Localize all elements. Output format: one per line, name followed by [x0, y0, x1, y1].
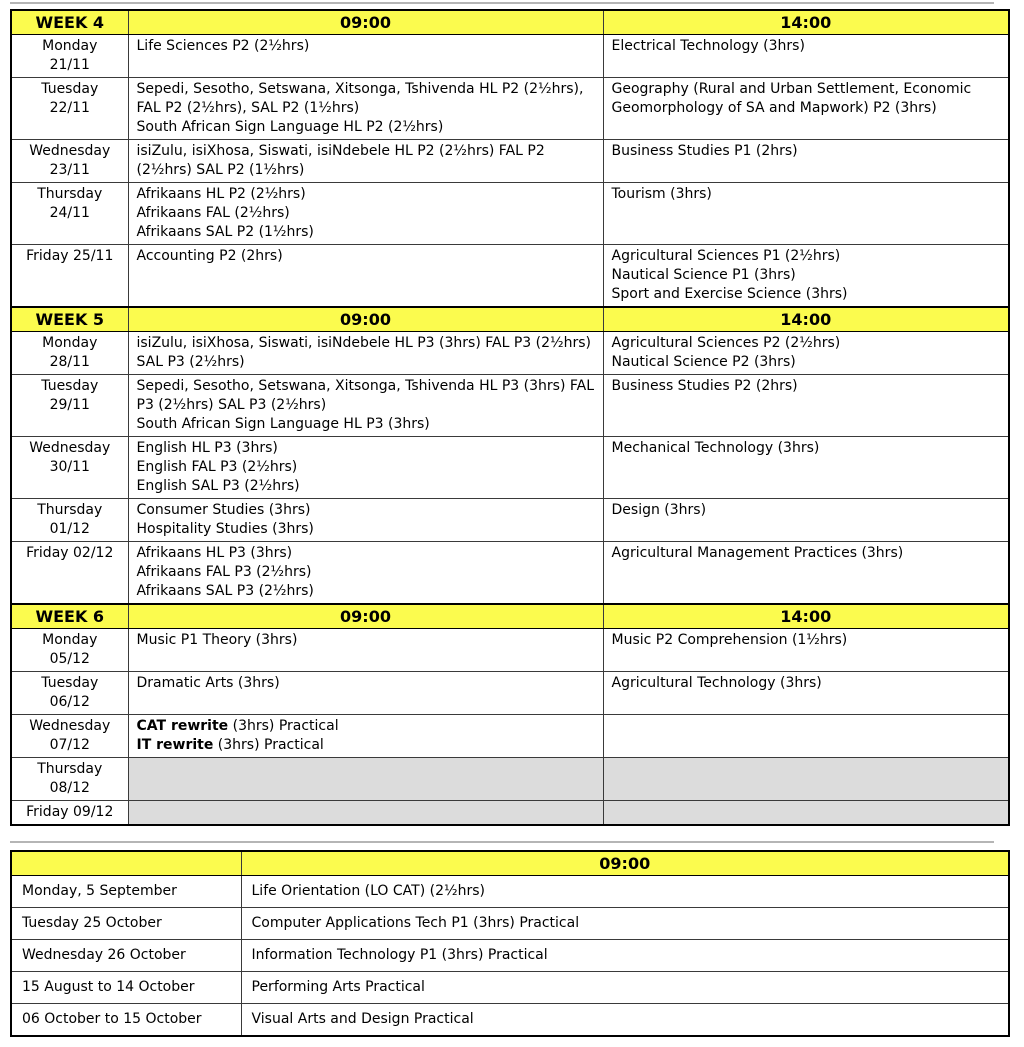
- day-label: Friday 25/11: [26, 248, 114, 264]
- week-header-row: [11, 604, 1009, 629]
- exam-day-row: [11, 78, 1009, 140]
- exam-entry: Nautical Science P2 (3hrs): [611, 354, 796, 370]
- practical-section: [11, 851, 1009, 1036]
- day-label: Thursday: [37, 186, 103, 202]
- day-label: Thursday: [37, 502, 103, 518]
- afternoon-exams-cell-blocked: [603, 758, 1009, 801]
- exam-entry: Sepedi, Sesotho, Setswana, Xitsonga, Tshivenda HL P2 (2½hrs), FAL P2 (2½hrs), SAL P2 (1½hrs): [136, 81, 584, 116]
- practical-subject-cell: Life Orientation (LO CAT) (2½hrs): [241, 876, 1009, 908]
- exam-day-row: [11, 375, 1009, 437]
- exam-entry: Hospitality Studies (3hrs): [136, 521, 314, 537]
- day-label: Monday: [42, 38, 98, 54]
- week-section: [11, 604, 1009, 825]
- day-label: 28/11: [49, 354, 90, 370]
- day-label: Friday 02/12: [26, 545, 114, 561]
- exam-entry: South African Sign Language HL P3 (3hrs): [136, 416, 430, 432]
- practical-subject-cell: Information Technology P1 (3hrs) Practical: [241, 940, 1009, 972]
- day-cell: [11, 375, 128, 437]
- practical-row: [11, 972, 1009, 1004]
- exam-day-row: [11, 332, 1009, 375]
- morning-exams-cell: [128, 35, 603, 78]
- practical-date-cell: 15 August to 14 October: [11, 972, 241, 1004]
- afternoon-exams-cell: [603, 542, 1009, 605]
- afternoon-exams-cell: [603, 140, 1009, 183]
- exam-entry: Afrikaans FAL (2½hrs): [136, 205, 290, 221]
- day-cell: [11, 437, 128, 499]
- morning-exams-cell: [128, 140, 603, 183]
- practical-timetable: [10, 850, 1010, 1037]
- day-cell: [11, 801, 128, 826]
- day-cell: [11, 332, 128, 375]
- morning-exams-cell: [128, 183, 603, 245]
- exam-entry: South African Sign Language HL P2 (2½hrs): [136, 119, 444, 135]
- afternoon-exams-cell: [603, 183, 1009, 245]
- week-label: WEEK 5: [11, 307, 128, 332]
- day-label: Friday 09/12: [26, 804, 114, 820]
- afternoon-time-header: 14:00: [603, 307, 1009, 332]
- afternoon-exams-cell: [603, 245, 1009, 308]
- day-label: 07/12: [49, 737, 90, 753]
- day-cell: [11, 140, 128, 183]
- day-cell: [11, 542, 128, 605]
- day-label: Monday: [42, 335, 98, 351]
- day-label: Monday: [42, 632, 98, 648]
- day-label: 29/11: [49, 397, 90, 413]
- afternoon-exams-cell: [603, 672, 1009, 715]
- exam-day-row: [11, 629, 1009, 672]
- exam-entry: Electrical Technology (3hrs): [611, 38, 805, 54]
- day-cell: [11, 499, 128, 542]
- exam-day-row: [11, 499, 1009, 542]
- day-cell: [11, 672, 128, 715]
- exam-entry: Agricultural Sciences P1 (2½hrs): [611, 248, 841, 264]
- exam-entry: [137, 736, 595, 755]
- exam-day-row: [11, 437, 1009, 499]
- exam-entry: Business Studies P1 (2hrs): [611, 143, 798, 159]
- day-label: 23/11: [49, 162, 90, 178]
- exam-entry: Music P1 Theory (3hrs): [136, 632, 298, 648]
- exam-entry: Dramatic Arts (3hrs): [136, 675, 280, 691]
- practical-subject-cell: Performing Arts Practical: [241, 972, 1009, 1004]
- week-header-row: [11, 10, 1009, 35]
- exam-day-row: [11, 140, 1009, 183]
- morning-exams-cell: [128, 672, 603, 715]
- day-label: 05/12: [49, 651, 90, 667]
- practical-row: [11, 876, 1009, 908]
- bold-exam-text: IT rewrite: [136, 737, 214, 753]
- exam-day-row: [11, 245, 1009, 308]
- exam-entry: Music P2 Comprehension (1½hrs): [611, 632, 848, 648]
- exam-day-row: [11, 715, 1009, 758]
- afternoon-time-header: 14:00: [603, 604, 1009, 629]
- day-label: 30/11: [49, 459, 90, 475]
- exam-entry: isiZulu, isiXhosa, Siswati, isiNdebele HL P3 (3hrs) FAL P3 (2½hrs) SAL P3 (2½hrs): [136, 335, 591, 370]
- day-label: 22/11: [49, 100, 90, 116]
- exam-entry: Business Studies P2 (2hrs): [611, 378, 798, 394]
- morning-exams-cell-blocked: [128, 758, 603, 801]
- exam-entry: Afrikaans SAL P2 (1½hrs): [136, 224, 314, 240]
- morning-time-header: 09:00: [128, 604, 603, 629]
- practical-date-cell: Monday, 5 September: [11, 876, 241, 908]
- afternoon-exams-cell: [603, 375, 1009, 437]
- morning-exams-cell: [128, 78, 603, 140]
- exam-day-row: [11, 801, 1009, 826]
- practical-header-row: [11, 851, 1009, 876]
- morning-exams-cell: [128, 629, 603, 672]
- morning-exams-cell-blocked: [128, 801, 603, 826]
- exam-entry: English FAL P3 (2½hrs): [136, 459, 298, 475]
- exam-entry: Sport and Exercise Science (3hrs): [611, 286, 848, 302]
- empty-header-cell: [11, 851, 241, 876]
- day-cell: [11, 245, 128, 308]
- exam-entry: Consumer Studies (3hrs): [136, 502, 311, 518]
- morning-time-header: 09:00: [128, 307, 603, 332]
- day-label: Wednesday: [29, 143, 111, 159]
- practical-date-cell: Tuesday 25 October: [11, 908, 241, 940]
- exam-timetable: [10, 9, 1010, 826]
- week-label: WEEK 4: [11, 10, 128, 35]
- day-label: 21/11: [49, 57, 90, 73]
- week-section: [11, 10, 1009, 307]
- exam-day-row: [11, 183, 1009, 245]
- afternoon-exams-cell: [603, 629, 1009, 672]
- afternoon-time-header: 14:00: [603, 10, 1009, 35]
- practical-subject-cell: Computer Applications Tech P1 (3hrs) Practical: [241, 908, 1009, 940]
- practical-date-cell: Wednesday 26 October: [11, 940, 241, 972]
- practical-row: [11, 908, 1009, 940]
- exam-entry: [137, 717, 595, 736]
- top-divider-line: [10, 2, 994, 4]
- exam-entry: Nautical Science P1 (3hrs): [611, 267, 796, 283]
- exam-entry: Agricultural Sciences P2 (2½hrs): [611, 335, 841, 351]
- exam-entry: Mechanical Technology (3hrs): [611, 440, 820, 456]
- practical-row: [11, 940, 1009, 972]
- exam-entry: Afrikaans HL P3 (3hrs): [136, 545, 293, 561]
- morning-exams-cell: [128, 245, 603, 308]
- day-cell: [11, 183, 128, 245]
- afternoon-exams-cell: [603, 78, 1009, 140]
- practical-row: [11, 1004, 1009, 1037]
- day-label: Thursday: [37, 761, 103, 777]
- exam-entry: Agricultural Management Practices (3hrs): [611, 545, 904, 561]
- exam-entry: Afrikaans SAL P3 (2½hrs): [136, 583, 314, 599]
- exam-day-row: [11, 758, 1009, 801]
- exam-entry: English HL P3 (3hrs): [136, 440, 278, 456]
- exam-text: (3hrs) Practical: [213, 737, 324, 753]
- day-cell: [11, 629, 128, 672]
- day-label: Tuesday: [41, 81, 99, 97]
- exam-day-row: [11, 35, 1009, 78]
- day-label: 06/12: [49, 694, 90, 710]
- exam-entry: Design (3hrs): [611, 502, 707, 518]
- afternoon-exams-cell: [603, 35, 1009, 78]
- afternoon-exams-cell: [603, 715, 1009, 758]
- morning-exams-cell: [128, 542, 603, 605]
- morning-exams-cell: [128, 499, 603, 542]
- morning-time-header: 09:00: [128, 10, 603, 35]
- day-cell: [11, 35, 128, 78]
- day-label: Tuesday: [41, 675, 99, 691]
- morning-exams-cell: [128, 375, 603, 437]
- afternoon-exams-cell: [603, 332, 1009, 375]
- afternoon-exams-cell: [603, 437, 1009, 499]
- exam-entry: isiZulu, isiXhosa, Siswati, isiNdebele HL P2 (2½hrs) FAL P2 (2½hrs) SAL P2 (1½hrs): [136, 143, 545, 178]
- morning-exams-cell: [128, 437, 603, 499]
- week-section: [11, 307, 1009, 604]
- exam-entry: Afrikaans FAL P3 (2½hrs): [136, 564, 312, 580]
- bold-exam-text: CAT rewrite: [136, 718, 229, 734]
- day-label: Tuesday: [41, 378, 99, 394]
- exam-day-row: [11, 542, 1009, 605]
- exam-entry: Afrikaans HL P2 (2½hrs): [136, 186, 306, 202]
- week-label: WEEK 6: [11, 604, 128, 629]
- practical-date-cell: 06 October to 15 October: [11, 1004, 241, 1037]
- morning-exams-cell: [128, 715, 603, 758]
- day-label: Wednesday: [29, 440, 111, 456]
- day-label: 24/11: [49, 205, 90, 221]
- morning-exams-cell: [128, 332, 603, 375]
- exam-entry: Agricultural Technology (3hrs): [611, 675, 822, 691]
- exam-entry: Accounting P2 (2hrs): [136, 248, 283, 264]
- day-label: Wednesday: [29, 718, 111, 734]
- afternoon-exams-cell-blocked: [603, 801, 1009, 826]
- day-label: 08/12: [49, 780, 90, 796]
- exam-text: (3hrs) Practical: [228, 718, 339, 734]
- day-cell: [11, 758, 128, 801]
- week-header-row: [11, 307, 1009, 332]
- afternoon-exams-cell: [603, 499, 1009, 542]
- exam-entry: English SAL P3 (2½hrs): [136, 478, 300, 494]
- practical-time-header: 09:00: [241, 851, 1009, 876]
- exam-entry: Life Sciences P2 (2½hrs): [136, 38, 310, 54]
- day-cell: [11, 78, 128, 140]
- exam-entry: Geography (Rural and Urban Settlement, Economic Geomorphology of SA and Mapwork) P2 (3hrs): [611, 81, 972, 116]
- practical-subject-cell: Visual Arts and Design Practical: [241, 1004, 1009, 1037]
- table-divider-line: [10, 841, 994, 843]
- day-label: 01/12: [49, 521, 90, 537]
- exam-day-row: [11, 672, 1009, 715]
- exam-entry: Sepedi, Sesotho, Setswana, Xitsonga, Tshivenda HL P3 (3hrs) FAL P3 (2½hrs) SAL P3 (2½hrs): [136, 378, 595, 413]
- day-cell: [11, 715, 128, 758]
- exam-entry: Tourism (3hrs): [611, 186, 712, 202]
